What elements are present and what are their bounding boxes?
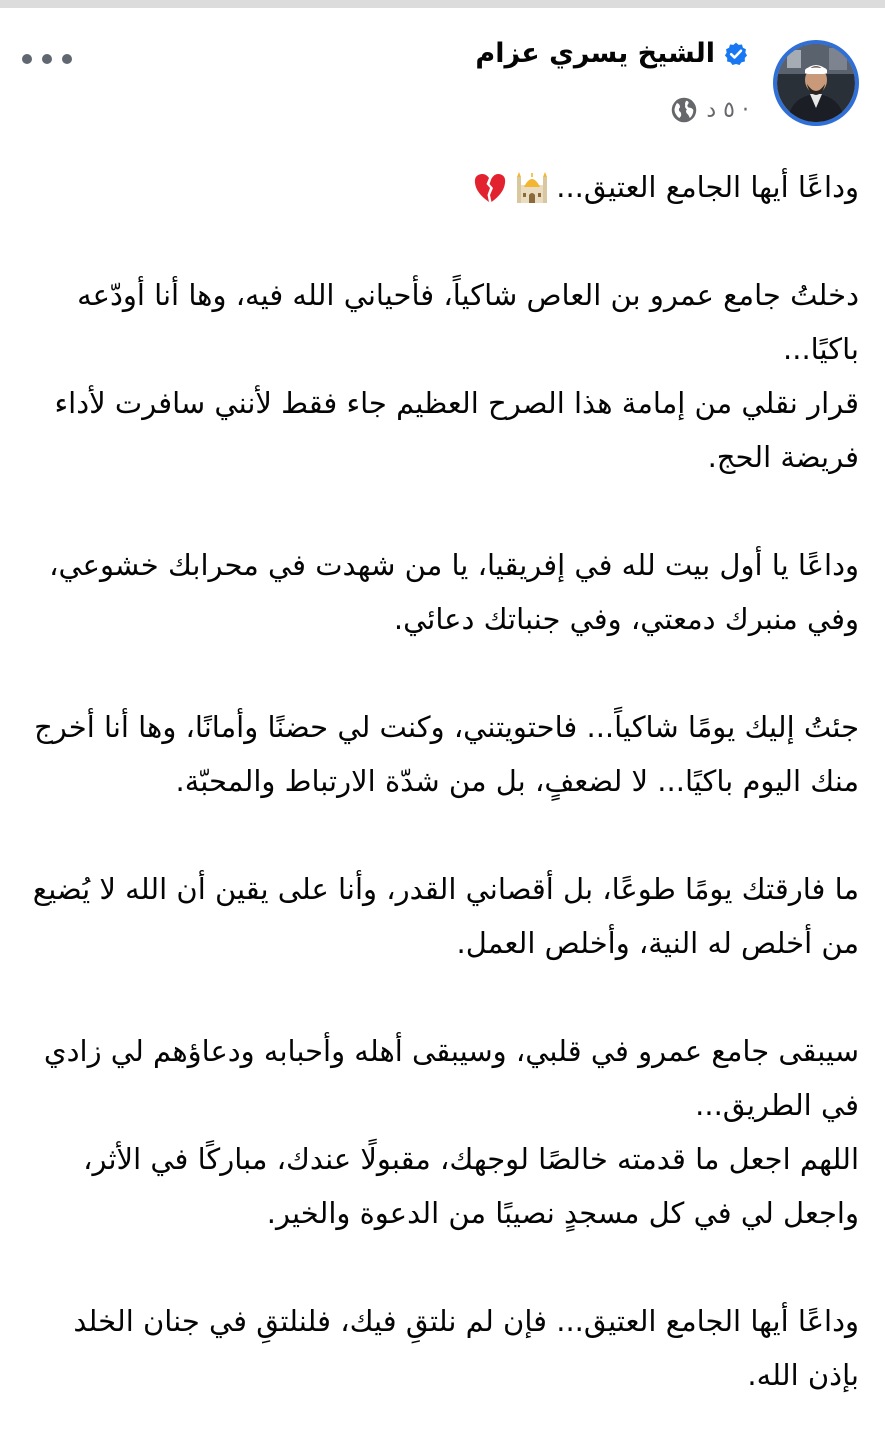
globe-icon[interactable] [670, 96, 698, 124]
post-paragraph: ما فارقتك يومًا طوعًا، بل أقصاني القدر، وأنا على يقين أن الله لا يُضيع من أخلص له النية، وأخلص العمل. [32, 872, 859, 960]
post-meta [670, 96, 749, 124]
post-paragraph: جئتُ إليك يومًا شاكياً... فاحتويتني، وكنت لي حضنًا وأمانًا، وها أنا أخرج منك اليوم باكيًا... لا لضعفٍ، بل من شدّة الارتباط والمحبّة. [34, 710, 859, 798]
mosque-emoji-icon [514, 169, 550, 205]
post-paragraph: سيبقى جامع عمرو في قلبي، وسيبقى أهله وأحبابه ودعاؤهم لي زادي في الطريق... اللهم اجعل ما قدمته خالصًا لوجهك، مقبولًا عندك، مباركًا في الأثر، واجعل لي في كل مسجدٍ نصيبًا من الدعوة والخير. [43, 1034, 859, 1230]
author-row [475, 38, 749, 69]
post-time[interactable]: ٥ د · [706, 97, 749, 123]
more-options-icon [22, 54, 32, 64]
facebook-post [0, 8, 885, 1400]
broken-heart-emoji-icon [472, 169, 508, 205]
top-divider [0, 0, 885, 8]
post-paragraph: وداعًا يا أول بيت لله في إفريقيا، يا من شهدت في محرابك خشوعي، وفي منبرك دمعتي، وفي جنباتك دعائي. [49, 548, 859, 636]
post-paragraph: دخلتُ جامع عمرو بن العاص شاكياً، فأحياني الله فيه، وها أنا أودّعه باكيًا... قرار نقلي من إمامة هذا الصرح العظيم جاء فقط لأنني سافرت لأداء فريضة الحج. [54, 278, 859, 474]
post-title [28, 160, 859, 214]
avatar-photo-icon [777, 44, 855, 122]
verified-badge-icon [723, 41, 749, 67]
more-options-icon-dot [42, 54, 52, 64]
post-content [28, 160, 859, 1456]
post-title-text: وداعًا أيها الجامع العتيق... [556, 170, 859, 204]
more-options-icon-dot [62, 54, 72, 64]
more-options-button[interactable] [22, 50, 72, 68]
post-paragraph: وداعًا أيها الجامع العتيق... فإن لم نلتقِ فيك، فلنلتقِ في جنان الخلد بإذن الله. [73, 1304, 859, 1392]
author-avatar[interactable] [773, 40, 859, 126]
author-name[interactable]: الشيخ يسري عزام [475, 38, 715, 69]
